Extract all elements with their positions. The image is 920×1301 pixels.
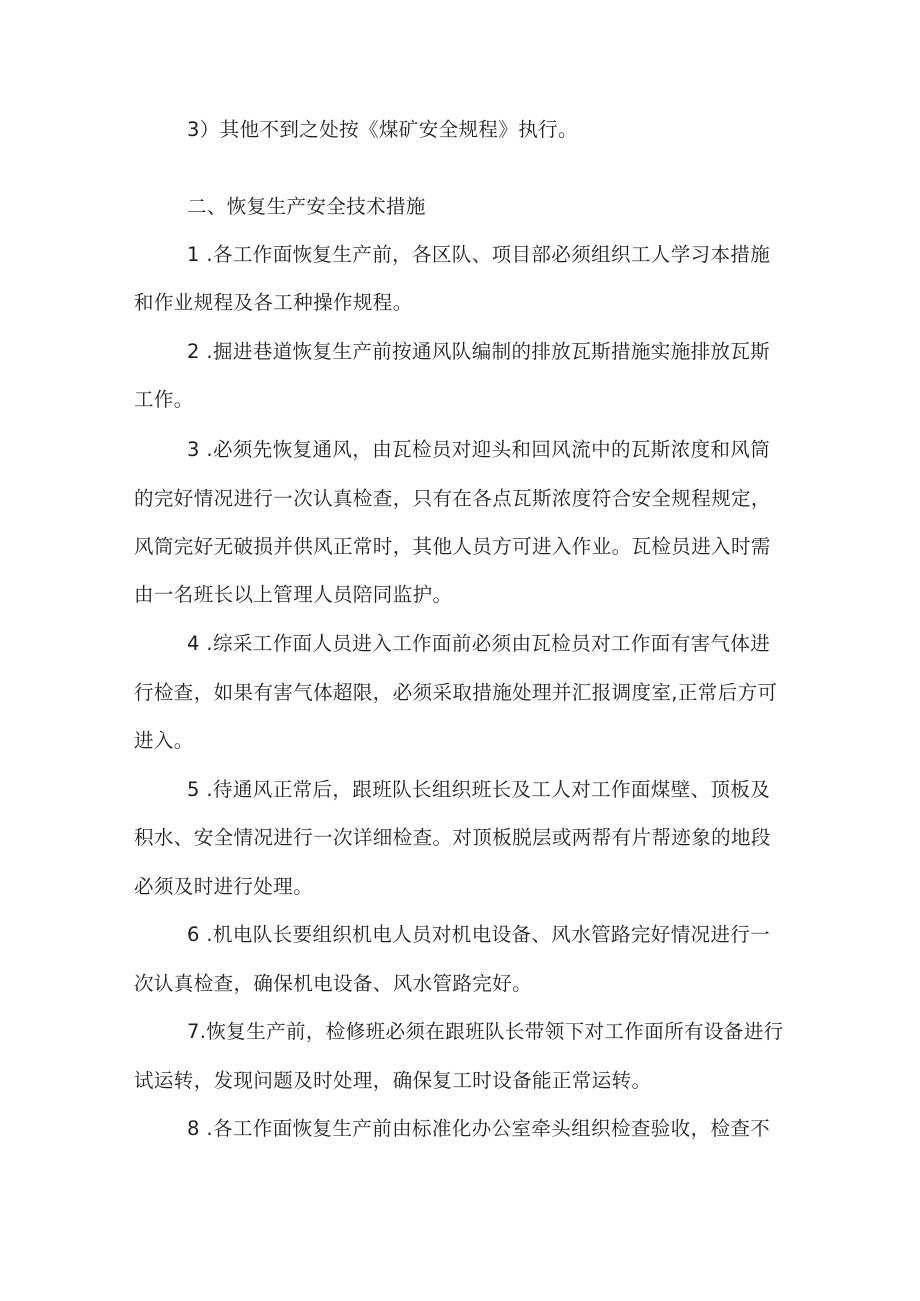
- item-4-line-1: 4 .综采工作面人员进入工作面前必须由瓦检员对工作面有害气体进: [187, 632, 771, 655]
- item-5-line-3: 必须及时进行处理。: [134, 875, 314, 898]
- item-3-line-2: 的完好情况进行一次认真检查，只有在各点瓦斯浓度符合安全规程规定，: [134, 487, 771, 510]
- item-6-line-2: 次认真检查，确保机电设备、风水管路完好。: [134, 972, 533, 995]
- item-3-line-4: 由一名班长以上管理人员陪同监护。: [134, 583, 453, 606]
- item-7-line-1: 7.恢复生产前，检修班必须在跟班队长带领下对工作面所有设备进行: [187, 1020, 784, 1043]
- item-2-line-1: 2 .掘进巷道恢复生产前按通风队编制的排放瓦斯措施实施排放瓦斯: [187, 340, 771, 363]
- item-5-line-2: 积水、安全情况进行一次详细检查。对顶板脱层或两帮有片帮迹象的地段: [134, 826, 771, 849]
- item-3-line-3: 风筒完好无破损并供风正常时，其他人员方可进入作业。瓦检员进入时需: [134, 535, 771, 558]
- item-4-line-3: 进入。: [134, 729, 194, 752]
- item-4-line-2: 行检查，如果有害气体超限，必须采取措施处理并汇报调度室,正常后方可: [134, 681, 778, 704]
- item-2-line-2: 工作。: [134, 388, 194, 411]
- item-8-line-1: 8 .各工作面恢复生产前由标准化办公室牵头组织检查验收，检查不: [187, 1117, 771, 1140]
- item-3-line-1: 3 .必须先恢复通风，由瓦检员对迎头和回风流中的瓦斯浓度和风筒: [187, 438, 771, 461]
- item-5-line-1: 5 .待通风正常后，跟班队长组织班长及工人对工作面煤壁、顶板及: [187, 778, 771, 801]
- section-heading-resume-production: 二、恢复生产安全技术措施: [187, 195, 426, 218]
- item-6-line-1: 6 .机电队长要组织机电人员对机电设备、风水管路完好情况进行一: [187, 923, 771, 946]
- item-1-line-1: 1 .各工作面恢复生产前，各区队、项目部必须组织工人学习本措施: [187, 243, 771, 266]
- clause-3-other-rules: 3）其他不到之处按《煤矿安全规程》执行。: [187, 118, 578, 141]
- item-7-line-2: 试运转，发现问题及时处理，确保复工时设备能正常运转。: [134, 1069, 652, 1092]
- item-1-line-2: 和作业规程及各工种操作规程。: [134, 291, 413, 314]
